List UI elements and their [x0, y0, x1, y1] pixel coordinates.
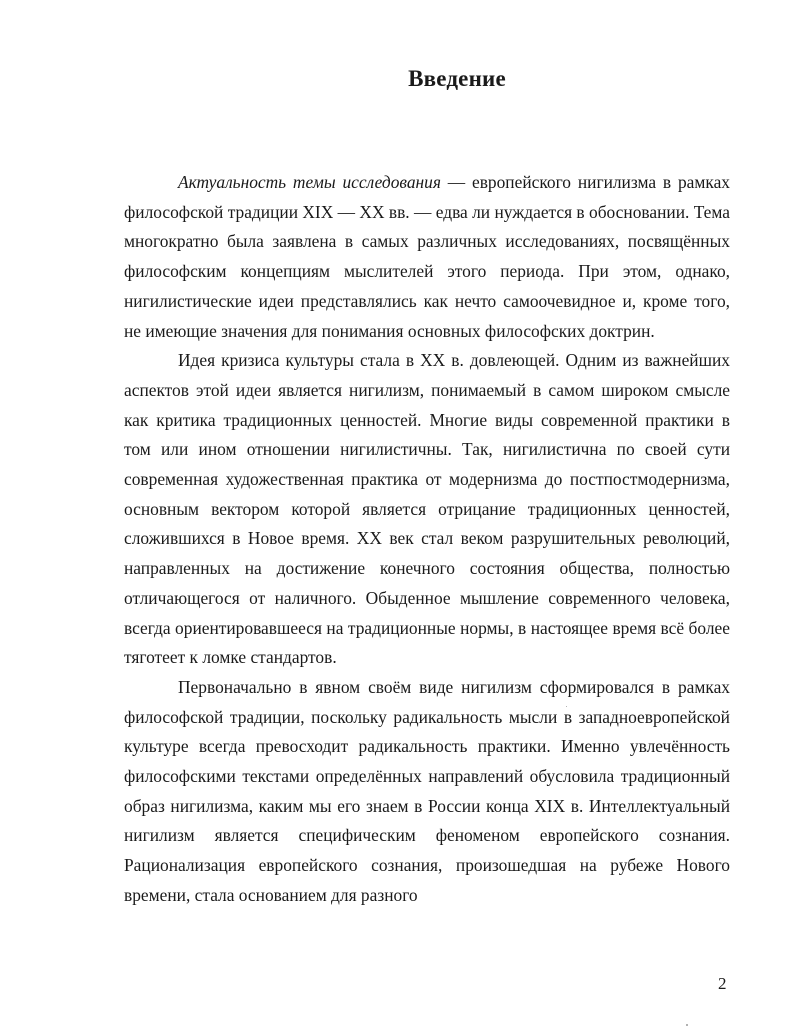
relevance-lead-italic: Актуальность темы исследования — [178, 172, 441, 192]
paragraph-text: Первоначально в явном своём виде нигилизм сформировался в рамках философской традиции, поскольку радикальность мысли в западноевропейской культуре всегда превосходит радикальность практики. Именно увлечённость философскими текстами определённых направлений обусловила традиционный образ нигилизма, каким мы его знаем в России конца XIX в. Интеллектуальный нигилизм является специфическим феноменом европейского сознания. Рационализация европейского сознания, произошедшая на рубеже Нового времени, стала основанием для разного — [124, 676, 730, 905]
paragraph-relevance — [124, 168, 730, 346]
scan-speck — [686, 1024, 688, 1026]
page-number: 2 — [718, 974, 727, 993]
scan-speck — [566, 706, 567, 707]
body-text — [124, 168, 730, 911]
paragraph-origins — [124, 673, 730, 911]
paragraph-text: Идея кризиса культуры стала в XX в. довлеющей. Одним из важнейших аспектов этой идеи является нигилизм, понимаемый в самом широком смысле как критика традиционных ценностей. Многие виды современной практики в том или ином отношении нигилистичны. Так, нигилистична по своей сути современная художественная практика от модернизма до постпостмодернизма, основным вектором которой является отрицание традиционных ценностей, сложившихся в Новое время. XX век стал веком разрушительных революций, направленных на достижение конечного состояния общества, полностью отличающегося от наличного. Обыденное мышление современного человека, всегда ориентировавшееся на традиционные нормы, в настоящее время всё более тяготеет к ломке стандартов. — [124, 350, 730, 668]
page-title: Введение — [408, 66, 506, 91]
paragraph-culture-crisis — [124, 346, 730, 673]
paragraph-text: — европейского нигилизма в рамках философской традиции XIX — XX вв. — едва ли нуждается в обосновании. Тема многократно была заявлена в самых различных исследованиях, посвящённых философским концепциям мыслителей этого периода. При этом, однако, нигилистические идеи представлялись как нечто самоочевидное и, кроме того, не имеющие значения для понимания основных философских доктрин. — [124, 172, 730, 341]
